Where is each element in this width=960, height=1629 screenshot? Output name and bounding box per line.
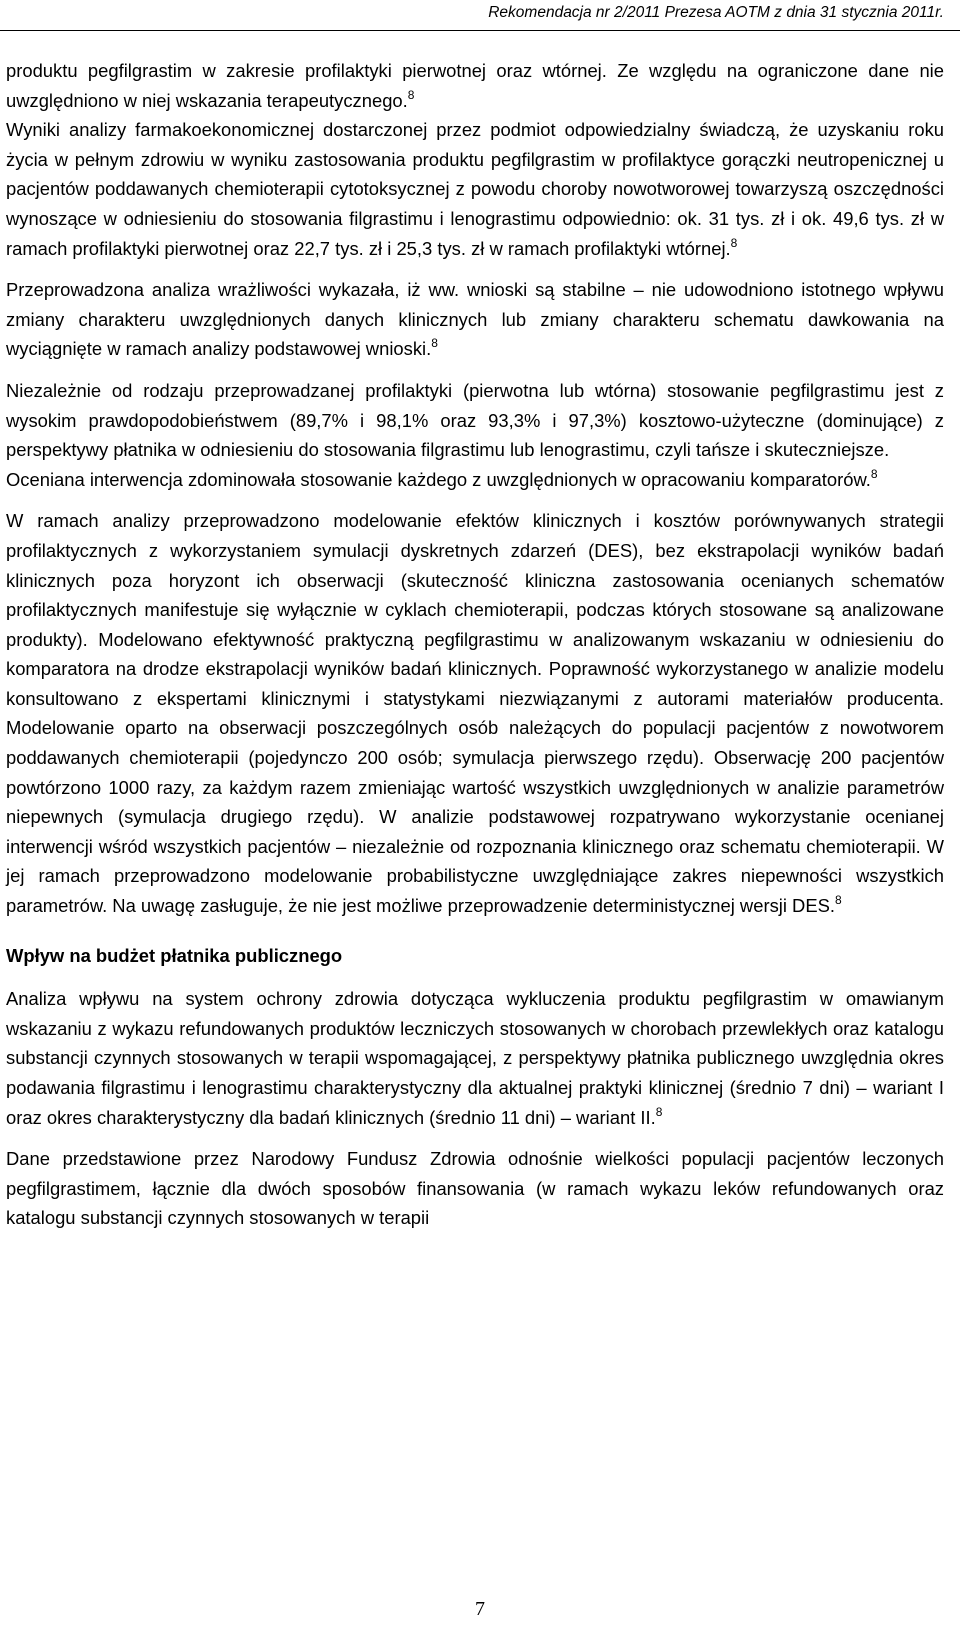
paragraph bbox=[6, 506, 944, 920]
section-heading: Wpływ na budżet płatnika publicznego bbox=[6, 944, 343, 966]
paragraph bbox=[6, 275, 944, 364]
paragraph bbox=[6, 1144, 944, 1233]
paragraph-text: W ramach analizy przeprowadzono modelowanie efektów klinicznych i kosztów porównywanych strategii profilaktycznych z wykorzystaniem symulacji dyskretnych zdarzeń (DES), bez ekstrapolacji wyników badań klinicznych poza horyzont ich obserwacji (skuteczność kliniczna zastosowania ocenianych schematów profilaktycznych manifestuje się wyłącznie w cyklach chemioterapii, podczas których stosowane są analizowane produkty). Modelowano efektywność praktyczną pegfilgrastimu w analizowanym wskazaniu w odniesieniu do komparatora na drodze ekstrapolacji wyników badań klinicznych. Poprawność wykorzystanego w analizie modelu konsultowano z ekspertami klinicznymi i statystykami niezwiązanymi z autorami materiałów producenta. Modelowanie oparto na obserwacji poszczególnych osób należących do populacji pacjentów z nowotworem poddawanych chemioterapii (pojedynczo 200 osób; symulacja pierwszego rzędu). Obserwację 200 pacjentów powtórzono 1000 razy, za każdym razem zmieniając wartość wszystkich uwzględnionych w analizie parametrów niepewnych (symulacja drugiego rzędu). W analizie podstawowej rozpatrywano wykorzystanie ocenianej interwencji wśród wszystkich pacjentów – niezależnie od rozpoznania klinicznego oraz schematu chemioterapii. W jej ramach przeprowadzono modelowanie probabilistyczne uwzględniające zakres niepewności wszystkich parametrów. Na uwagę zasługuje, że nie jest możliwe przeprowadzenie deterministycznej wersji DES. bbox=[6, 510, 944, 917]
running-header: Rekomendacja nr 2/2011 Prezesa AOTM z dnia 31 stycznia 2011r. bbox=[488, 4, 944, 21]
paragraph bbox=[6, 465, 944, 495]
paragraph-text: Analiza wpływu na system ochrony zdrowia dotycząca wykluczenia produktu pegfilgrastim w omawianym wskazaniu z wykazu refundowanych produktów leczniczych stosowanych w chorobach przewlekłych oraz katalogu substancji czynnych stosowanych w terapii wspomagającej, z perspektywy płatnika publicznego uwzględnia okres podawania filgrastimu i lenograstimu charakterystyczny dla aktualnej praktyki klinicznej (średnio 7 dni) – wariant I oraz okres charakterystyczny dla badań klinicznych (średnio 11 dni) – wariant II. bbox=[6, 988, 944, 1128]
footnote-ref: 8 bbox=[730, 235, 738, 250]
paragraph-text: produktu pegfilgrastim w zakresie profilaktyki pierwotnej oraz wtórnej. Ze względu na ograniczone dane nie uwzględniono w niej wskazania terapeutycznego. bbox=[6, 60, 944, 111]
paragraph-text: Przeprowadzona analiza wrażliwości wykazała, iż ww. wnioski są stabilne – nie udowodniono istotnego wpływu zmiany charakteru uwzględnionych danych klinicznych lub zmiany charakteru schematu dawkowania na wyciągnięte w ramach analizy podstawowej wnioski. bbox=[6, 279, 944, 360]
paragraph bbox=[6, 984, 944, 1132]
paragraph-text: Wyniki analizy farmakoekonomicznej dostarczonej przez podmiot odpowiedzialny świadczą, że uzyskaniu roku życia w pełnym zdrowiu w wyniku zastosowania produktu pegfilgrastim w profilaktyce gorączki neutropenicznej u pacjentów poddawanych chemioterapii cytotoksycznej z powodu choroby nowotworowej towarzyszą oszczędności wynoszące w odniesieniu do stosowania filgrastimu i lenograstimu odpowiednio: ok. 31 tys. zł i ok. 49,6 tys. zł w ramach profilaktyki pierwotnej oraz 22,7 tys. zł i 25,3 tys. zł w ramach profilaktyki wtórnej. bbox=[6, 119, 944, 259]
paragraph-text: Dane przedstawione przez Narodowy Fundusz Zdrowia odnośnie wielkości populacji pacjentów leczonych pegfilgrastimem, łącznie dla dwóch sposobów finansowania (w ramach wykazu leków refundowanych oraz katalogu substancji czynnych stosowanych w terapii bbox=[6, 1148, 944, 1229]
page-number: 7 bbox=[475, 1598, 485, 1620]
paragraph-text: Oceniana interwencja zdominowała stosowanie każdego z uwzględnionych w opracowaniu komparatorów. bbox=[6, 468, 871, 490]
paragraph-text: Niezależnie od rodzaju przeprowadzanej profilaktyki (pierwotna lub wtórna) stosowanie pegfilgrastimu jest z wysokim prawdopodobieństwem (89,7% i 98,1% oraz 93,3% i 97,3%) kosztowo-użyteczne (dominujące) z perspektywy płatnika w odniesieniu do stosowania filgrastimu lub lenograstimu, czyli tańsze i skuteczniejsze. bbox=[6, 379, 944, 461]
footnote-ref: 8 bbox=[834, 893, 842, 908]
paragraph bbox=[6, 115, 944, 263]
footnote-ref: 8 bbox=[407, 87, 415, 102]
paragraph bbox=[6, 376, 944, 465]
page-content bbox=[6, 56, 944, 1245]
paragraph bbox=[6, 56, 944, 115]
footnote-ref: 8 bbox=[870, 466, 878, 481]
footnote-ref: 8 bbox=[655, 1104, 663, 1119]
header-divider bbox=[0, 30, 960, 31]
footnote-ref: 8 bbox=[431, 336, 438, 351]
